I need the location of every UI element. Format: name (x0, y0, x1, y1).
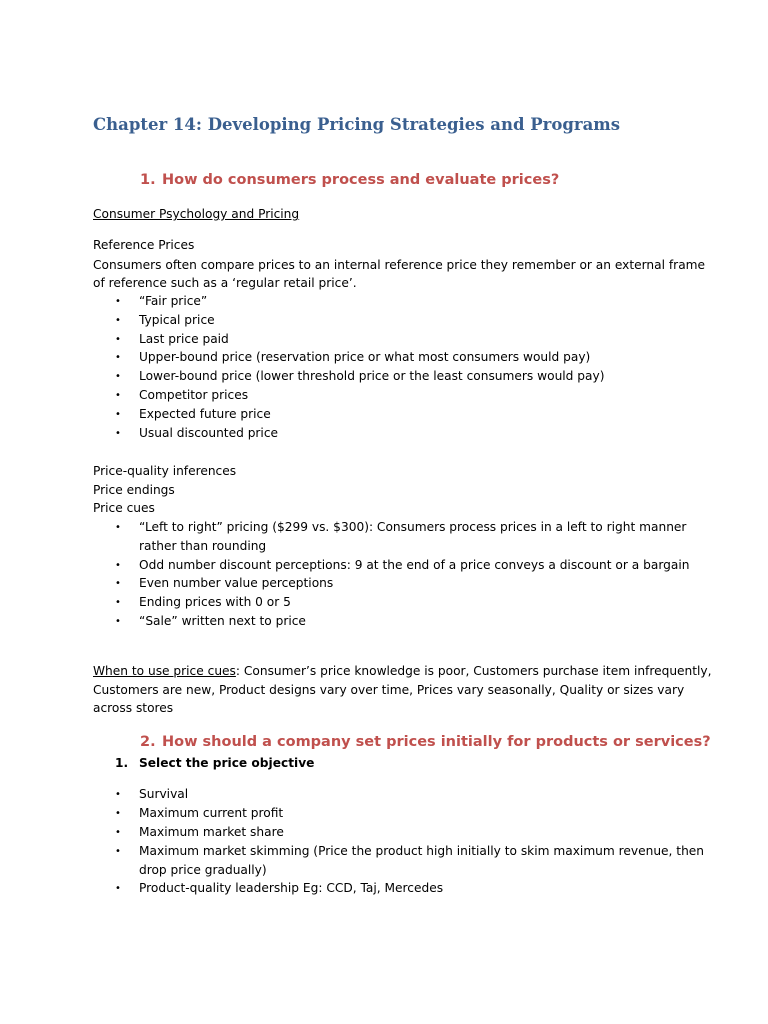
bullet-icon: • (115, 296, 121, 307)
bullet-icon: • (115, 789, 121, 800)
list-item: Survival (139, 787, 189, 801)
section-1-heading-text: How do consumers process and evaluate prices? (162, 172, 560, 188)
step-number: 1. (115, 756, 129, 770)
bullet-icon: • (115, 597, 121, 608)
list-item: Maximum current profit (139, 806, 284, 820)
list-item: Even number value perceptions (139, 576, 334, 590)
step-label: Select the price objective (139, 756, 315, 770)
bullet-icon: • (115, 827, 121, 838)
section-2-number: 2. (140, 734, 156, 750)
section-2-heading (140, 734, 711, 756)
list-item-continuation: rather than rounding (139, 539, 267, 553)
section-2-heading-text: How should a company set prices initially for products or services? (162, 734, 711, 750)
list-item: Lower-bound price (lower threshold price or the least consumers would pay) (139, 369, 605, 383)
bullet-icon: • (115, 883, 121, 894)
bullet-icon: • (115, 352, 121, 363)
bullet-icon: • (115, 522, 121, 533)
list-item: “Left to right” pricing ($299 vs. $300): Consumers process prices in a left to right manner (139, 520, 687, 534)
price-endings-label: Price endings (93, 483, 175, 497)
when-to-use-line3: across stores (93, 701, 174, 715)
list-item: Competitor prices (139, 388, 249, 402)
bullet-icon: • (115, 334, 121, 345)
section-1-number: 1. (140, 172, 156, 188)
list-item: Upper-bound price (reservation price or what most consumers would pay) (139, 350, 591, 364)
list-item: Odd number discount perceptions: 9 at the end of a price conveys a discount or a bargain (139, 558, 690, 572)
when-to-use-line2: Customers are new, Product designs vary over time, Prices vary seasonally, Quality or sizes vary (93, 683, 685, 697)
list-item: “Fair price” (139, 294, 208, 308)
when-to-use-label: When to use price cues (93, 664, 236, 678)
list-item: “Sale” written next to price (139, 614, 306, 628)
bullet-icon: • (115, 560, 121, 571)
list-item: Usual discounted price (139, 426, 279, 440)
bullet-icon: • (115, 409, 121, 420)
price-cues-label: Price cues (93, 501, 155, 515)
when-to-use-line1 (93, 662, 712, 681)
bullet-icon: • (115, 371, 121, 382)
bullet-icon: • (115, 315, 121, 326)
reference-prices-description-line2: of reference such as a ‘regular retail price’. (93, 276, 357, 290)
chapter-title: Chapter 14: Developing Pricing Strategies and Programs (93, 115, 621, 134)
bullet-icon: • (115, 428, 121, 439)
price-quality-inferences-label: Price-quality inferences (93, 464, 237, 478)
bullet-icon: • (115, 808, 121, 819)
reference-prices-description-line1: Consumers often compare prices to an internal reference price they remember or an external frame (93, 258, 706, 272)
list-item: Maximum market skimming (Price the product high initially to skim maximum revenue, then (139, 844, 705, 858)
list-item: Typical price (139, 313, 215, 327)
bullet-icon: • (115, 616, 121, 627)
list-item: Last price paid (139, 332, 229, 346)
list-item: Maximum market share (139, 825, 284, 839)
reference-prices-label: Reference Prices (93, 238, 195, 252)
bullet-icon: • (115, 846, 121, 857)
bullet-icon: • (115, 390, 121, 401)
list-item: Expected future price (139, 407, 271, 421)
section-1-heading (140, 172, 660, 194)
list-item: Product-quality leadership Eg: CCD, Taj, Mercedes (139, 881, 444, 895)
bullet-icon: • (115, 578, 121, 589)
consumer-psychology-subheading: Consumer Psychology and Pricing (93, 207, 300, 221)
list-item-continuation: drop price gradually) (139, 863, 267, 877)
when-to-use-line1-text: : Consumer’s price knowledge is poor, Customers purchase item infrequently, (235, 664, 712, 678)
list-item: Ending prices with 0 or 5 (139, 595, 291, 609)
